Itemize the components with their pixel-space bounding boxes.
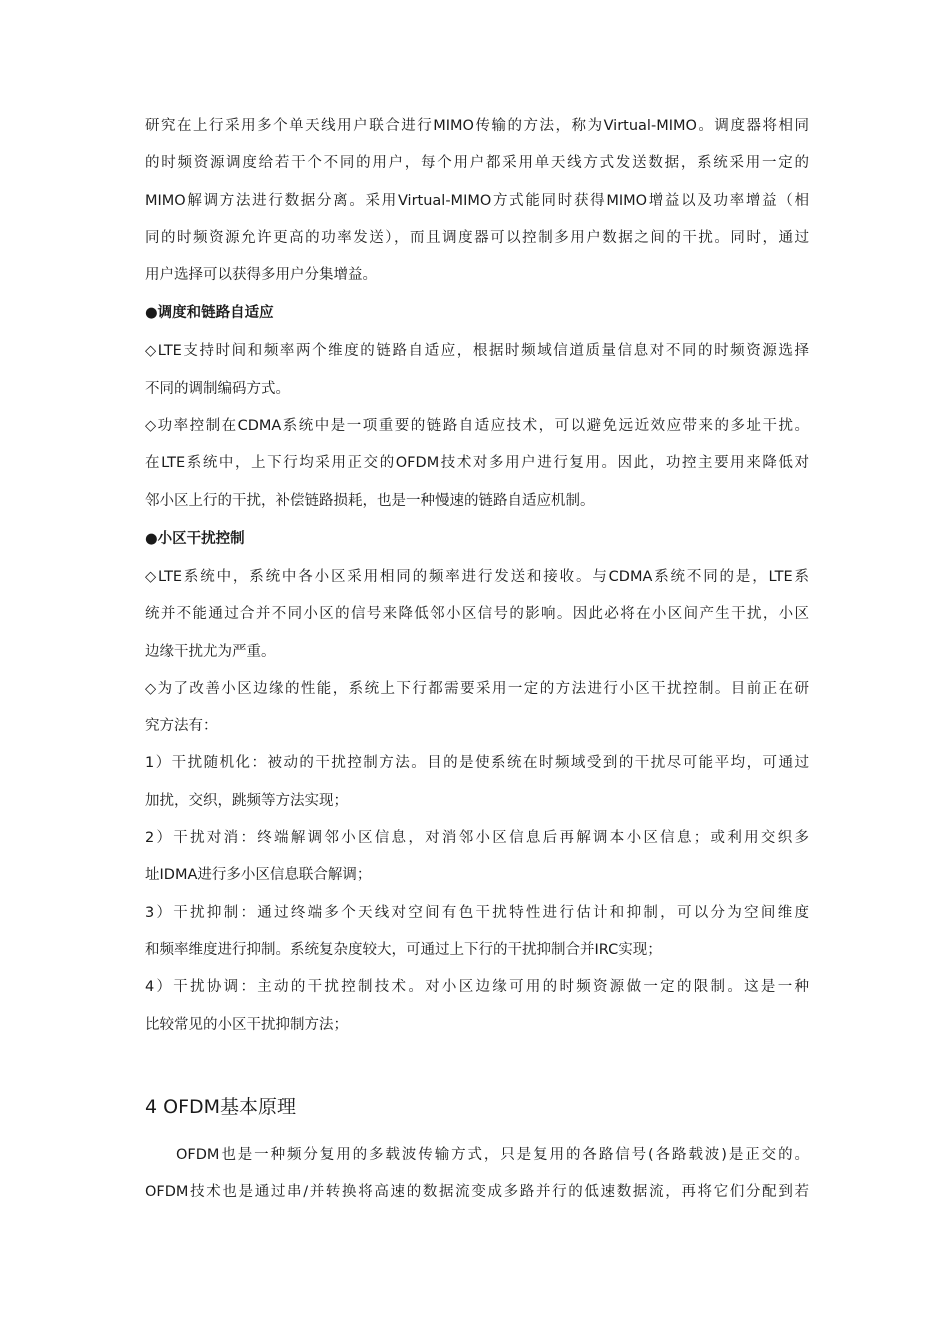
paragraph-line: ◇LTE系统中，系统中各小区采用相同的频率进行发送和接收。与CDMA系统不同的是，LTE系 [145, 568, 809, 585]
list-item-line: 2）干扰对消：终端解调邻小区信息，对消邻小区信息后再解调本小区信息；或利用交织多 [145, 830, 809, 847]
paragraph-line: 研究在上行采用多个单天线用户联合进行MIMO传输的方法，称为Virtual-MIMO。调度器将相同 [145, 118, 809, 134]
section-title: 4 OFDM基本原理 [145, 1095, 297, 1118]
paragraph-line: 的时频资源调度给若干个不同的用户，每个用户都采用单天线方式发送数据，系统采用一定的 [145, 155, 809, 172]
list-item-line: 4）干扰协调：主动的干扰控制技术。对小区边缘可用的时频资源做一定的限制。这是一种 [145, 979, 809, 996]
list-item-line: 和频率维度进行抑制。系统复杂度较大，可通过上下行的干扰抑制合并IRC实现； [145, 941, 662, 958]
list-item-line: 3）干扰抑制：通过终端多个天线对空间有色干扰特性进行估计和抑制，可以分为空间维度 [145, 904, 809, 921]
paragraph-line: ◇为了改善小区边缘的性能，系统上下行都需要采用一定的方法进行小区干扰控制。目前正在研 [145, 680, 809, 697]
paragraph-line: 用户选择可以获得多用户分集增益。 [145, 267, 377, 284]
paragraph-line: 究方法有： [145, 718, 218, 735]
list-item-line: 1）干扰随机化：被动的干扰控制方法。目的是使系统在时频域受到的干扰尽可能平均，可通过 [145, 755, 809, 772]
subheading-interference-control: ●小区干扰控制 [145, 530, 245, 547]
paragraph-line: 在LTE系统中，上下行均采用正交的OFDM技术对多用户进行复用。因此，功控主要用来降低对 [145, 455, 809, 472]
paragraph-line: ◇功率控制在CDMA系统中是一项重要的链路自适应技术，可以避免远近效应带来的多址干扰。 [145, 418, 809, 435]
list-item-line: 址IDMA进行多小区信息联合解调； [145, 867, 372, 884]
paragraph-line: OFDM技术也是通过串/并转换将高速的数据流变成多路并行的低速数据流，再将它们分配到若 [145, 1184, 809, 1201]
list-item-line: 比较常见的小区干扰抑制方法； [145, 1016, 348, 1033]
paragraph-line: 不同的调制编码方式。 [145, 380, 290, 397]
paragraph-line: ◇LTE支持时间和频率两个维度的链路自适应，根据时频域信道质量信息对不同的时频资源选择 [145, 343, 809, 360]
list-item-line: 加扰，交织，跳频等方法实现； [145, 792, 348, 809]
paragraph-line: 同的时频资源允许更高的功率发送），而且调度器可以控制多用户数据之间的干扰。同时，通过 [145, 229, 809, 246]
paragraph-line: 统并不能通过合并不同小区的信号来降低邻小区信号的影响。因此必将在小区间产生干扰，小区 [145, 606, 809, 623]
paragraph-line: 边缘干扰尤为严重。 [145, 643, 276, 660]
document-page [145, 108, 809, 1211]
paragraph-line: MIMO解调方法进行数据分离。采用Virtual-MIMO方式能同时获得MIMO增益以及功率增益（相 [145, 192, 809, 209]
subheading-scheduling: ●调度和链路自适应 [145, 305, 274, 322]
paragraph-line: 邻小区上行的干扰，补偿链路损耗，也是一种慢速的链路自适应机制。 [145, 492, 595, 509]
paragraph-line: OFDM也是一种频分复用的多载波传输方式，只是复用的各路信号(各路载波)是正交的。 [176, 1146, 809, 1163]
